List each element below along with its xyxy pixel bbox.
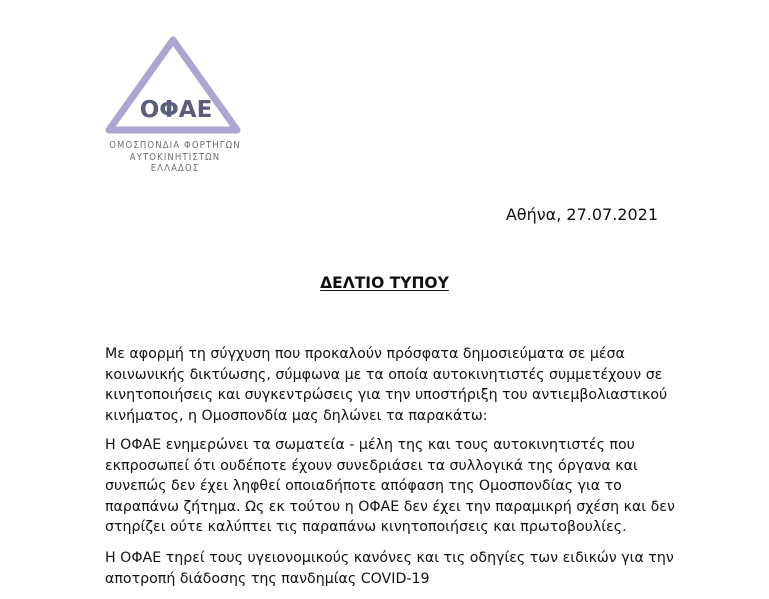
ofae-logo (104, 36, 246, 174)
paragraph-line: παραπάνω ζήτημα. Ως εκ τούτου η ΟΦΑΕ δεν έχει την παραμικρή σχέση και δεν (105, 498, 675, 515)
logo-subtitle-line2: ΑΥΤΟΚΙΝΗΤΙΣΤΩΝ ΕΛΛΑΔΟΣ (129, 152, 221, 174)
logo-name: ΟΦΑΕ (139, 97, 213, 123)
paragraph-line: αποτροπή διάδοσης της πανδημίας COVID-19 (105, 570, 430, 587)
paragraph-line: κινητοποιήσεις και συγκεντρώσεις για την υποστήριξη του αντιεμβολιαστικού (105, 387, 668, 403)
logo-subtitle-line1: ΟΜΟΣΠΟΝΔΙΑ ΦΟΡΤΗΓΩΝ (109, 140, 241, 151)
paragraph-2 (105, 435, 675, 538)
document-title: ΔΕΛΤΙΟ ΤΥΠΟΥ (320, 274, 449, 292)
paragraph-line: κινήματος, η Ομοσπονδία μας δηλώνει τα παρακάτω: (105, 407, 488, 424)
paragraph-line: στηρίζει ούτε καλύπτει τις παραπάνω κινητοποιήσεις και πρωτοβουλίες. (105, 519, 627, 535)
paragraph-line: Με αφορμή τη σύγχυση που προκαλούν πρόσφατα δημοσιεύματα σε μέσα (105, 346, 625, 362)
paragraph-line: κοινωνικής δικτύωσης, σύμφωνα με τα οποία αυτοκινητιστές συμμετέχουν σε (105, 366, 663, 383)
paragraph-line: εκπροσωπεί ότι ουδέποτε έχουν συνεδριάσει τα συλλογικά της όργανα και (105, 457, 638, 474)
document-date: Αθήνα, 27.07.2021 (505, 205, 658, 224)
paragraph-line: συνεπώς δεν έχει ληφθεί οποιαδήποτε απόφαση της Ομοσπονδίας για το (105, 478, 622, 494)
paragraph-3 (105, 548, 674, 589)
paragraph-line: Η ΟΦΑΕ τηρεί τους υγειονομικούς κανόνες και τις οδηγίες των ειδικών για την (105, 550, 674, 566)
paragraph-line: Η ΟΦΑΕ ενημερώνει τα σωματεία - μέλη της και τους αυτοκινητιστές που (105, 437, 635, 453)
paragraph-1 (105, 344, 668, 426)
